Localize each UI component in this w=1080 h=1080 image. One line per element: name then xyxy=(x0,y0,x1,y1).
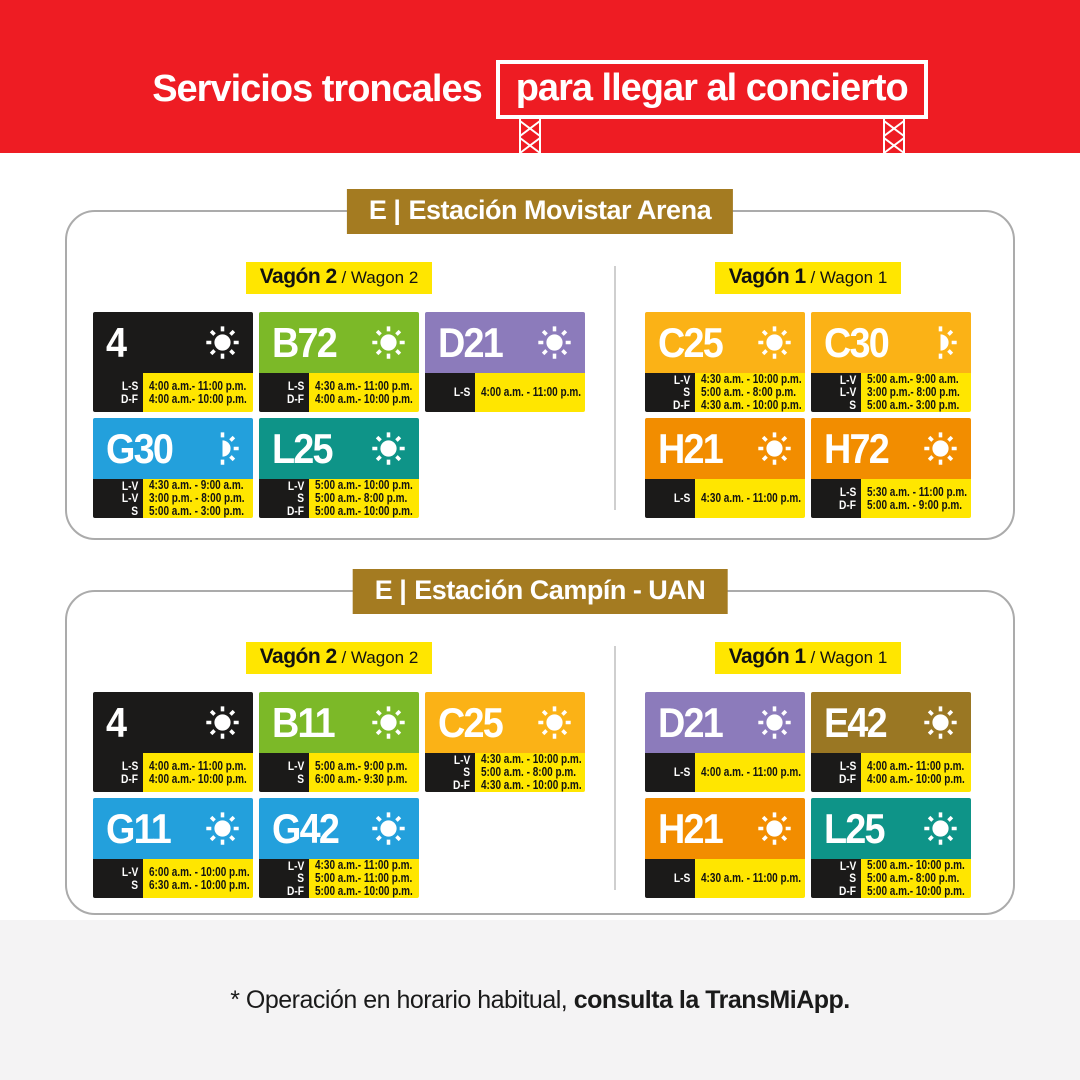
sun-icon xyxy=(370,704,407,741)
route-card-G30 xyxy=(93,418,253,518)
sun-icon xyxy=(204,704,241,741)
route-schedule xyxy=(259,859,419,898)
route-code: C25 xyxy=(438,698,502,746)
schedule-time: 6:00 a.m. - 10:00 p.m. xyxy=(149,864,250,879)
schedule-times xyxy=(861,753,971,792)
half-sun-icon xyxy=(922,324,959,361)
route-code: C25 xyxy=(658,318,722,366)
route-schedule xyxy=(93,373,253,412)
schedule-times xyxy=(861,859,971,898)
route-cards xyxy=(93,692,585,898)
route-code: H72 xyxy=(824,424,888,472)
schedule-time: 5:00 a.m.- 8:00 p.m. xyxy=(315,491,408,505)
route-card-4 xyxy=(93,692,253,792)
route-card-L25 xyxy=(259,418,419,518)
footer-band xyxy=(0,920,1080,1080)
schedule-time: 4:30 a.m. - 10:00 p.m. xyxy=(481,778,582,792)
schedule-day-label: S xyxy=(297,491,304,506)
route-card-C25 xyxy=(425,692,585,792)
route-cards xyxy=(645,692,971,898)
sun-icon xyxy=(204,810,241,847)
route-schedule xyxy=(259,479,419,518)
schedule-times xyxy=(309,373,419,412)
route-schedule xyxy=(645,753,805,792)
sun-icon xyxy=(536,324,573,361)
header-banner xyxy=(0,0,1080,153)
schedule-times xyxy=(143,753,253,792)
half-sun-icon xyxy=(204,430,241,467)
route-code: L25 xyxy=(272,424,332,472)
schedule-time: 5:00 a.m.- 10:00 p.m. xyxy=(315,478,413,492)
route-schedule xyxy=(811,373,971,412)
schedule-day-label: L-V xyxy=(121,478,138,493)
sun-icon xyxy=(756,430,793,467)
route-band xyxy=(93,692,253,753)
schedule-day-label: L-V xyxy=(121,491,138,506)
schedule-day-label: L-V xyxy=(673,372,690,387)
wagon-label xyxy=(246,262,433,294)
route-card-H72 xyxy=(811,418,971,518)
schedule-time: 5:00 a.m.- 9:00 a.m. xyxy=(867,372,959,386)
route-card-B11 xyxy=(259,692,419,792)
schedule-time: 4:30 a.m. - 10:00 p.m. xyxy=(481,752,582,766)
route-cards xyxy=(645,312,971,518)
schedule-day-label: L-V xyxy=(287,858,304,873)
schedule-days xyxy=(93,373,143,412)
schedule-time: 4:30 a.m. - 11:00 p.m. xyxy=(701,871,802,885)
schedule-day-label: S xyxy=(683,385,690,400)
route-card-B72 xyxy=(259,312,419,412)
station-name: Estación Campín - UAN xyxy=(414,575,706,605)
route-code: C30 xyxy=(824,318,888,366)
schedule-day-label: D-F xyxy=(839,883,856,898)
route-schedule xyxy=(93,859,253,898)
route-band xyxy=(93,312,253,373)
station-body xyxy=(67,212,1013,518)
column-divider xyxy=(614,646,616,890)
column-divider xyxy=(614,266,616,510)
sun-icon xyxy=(922,704,959,741)
station-card-campin-uan xyxy=(65,575,1015,915)
schedule-day-label: L-S xyxy=(673,491,690,506)
schedule-time: 5:00 a.m.- 9:00 p.m. xyxy=(315,758,408,773)
route-card-C25 xyxy=(645,312,805,412)
route-band xyxy=(645,418,805,479)
schedule-day-label: D-F xyxy=(121,391,138,406)
schedule-day-label: D-F xyxy=(839,771,856,786)
sun-icon xyxy=(922,430,959,467)
wagon-label-es: Vagón 2 xyxy=(259,265,337,288)
schedule-time: 5:00 a.m. - 3:00 p.m. xyxy=(149,504,245,518)
schedule-days xyxy=(93,753,143,792)
schedule-days xyxy=(259,753,309,792)
schedule-time: 3:00 p.m. - 8:00 p.m. xyxy=(149,491,245,505)
schedule-times xyxy=(695,373,805,412)
schedule-days xyxy=(811,373,861,412)
route-schedule xyxy=(645,373,805,412)
schedule-day-label: L-S xyxy=(673,765,690,780)
schedule-times xyxy=(143,373,253,412)
route-schedule xyxy=(93,753,253,792)
schedule-time: 3:00 p.m.- 8:00 p.m. xyxy=(867,385,960,399)
route-schedule xyxy=(259,753,419,792)
wagon-label-en: / Wagon 2 xyxy=(336,268,419,287)
sun-icon xyxy=(756,324,793,361)
footnote-normal: * Operación en horario habitual, xyxy=(230,985,574,1014)
route-schedule xyxy=(425,373,585,412)
schedule-days xyxy=(645,859,695,898)
route-card-D21 xyxy=(645,692,805,792)
sun-icon xyxy=(370,810,407,847)
route-schedule xyxy=(259,373,419,412)
schedule-time: 5:00 a.m.- 10:00 p.m. xyxy=(867,884,965,898)
schedule-times xyxy=(475,753,585,792)
sun-icon xyxy=(922,810,959,847)
schedule-day-label: D-F xyxy=(287,391,304,406)
schedule-day-label: S xyxy=(131,503,138,518)
route-band xyxy=(811,312,971,373)
route-band xyxy=(259,798,419,859)
schedule-day-label: L-S xyxy=(453,385,470,400)
schedule-day-label: L-V xyxy=(839,858,856,873)
route-schedule xyxy=(811,479,971,518)
title-plain: Servicios troncales xyxy=(152,68,482,110)
schedule-days xyxy=(811,859,861,898)
route-band xyxy=(259,418,419,479)
schedule-day-label: S xyxy=(297,771,304,786)
route-schedule xyxy=(645,479,805,518)
schedule-day-label: L-V xyxy=(839,385,856,400)
schedule-time: 6:30 a.m. - 10:00 p.m. xyxy=(149,877,250,892)
schedule-day-label: L-V xyxy=(121,865,138,880)
wagon-label xyxy=(715,262,902,294)
route-band xyxy=(811,692,971,753)
schedule-time: 5:00 a.m.- 10:00 p.m. xyxy=(315,504,413,518)
route-band xyxy=(93,418,253,479)
title-boxed: para llegar al concierto xyxy=(496,60,928,119)
schedule-day-label: L-V xyxy=(453,752,470,767)
stations-area xyxy=(0,153,1080,915)
route-card-G42 xyxy=(259,798,419,898)
sun-icon xyxy=(204,324,241,361)
schedule-day-label: D-F xyxy=(839,497,856,512)
wagon-label-es: Vagón 1 xyxy=(728,265,806,288)
schedule-times xyxy=(695,753,805,792)
schedule-time: 4:00 a.m.- 10:00 p.m. xyxy=(149,391,247,406)
route-code: 4 xyxy=(106,318,126,366)
schedule-time: 4:00 a.m.- 10:00 p.m. xyxy=(149,771,247,786)
schedule-time: 5:30 a.m. - 11:00 p.m. xyxy=(867,484,968,499)
wagon-label xyxy=(715,642,902,674)
route-schedule xyxy=(425,753,585,792)
route-code: B72 xyxy=(272,318,336,366)
sun-icon xyxy=(536,704,573,741)
route-code: G42 xyxy=(272,804,339,852)
station-card-movistar-arena xyxy=(65,195,1015,540)
wagon-column-1 xyxy=(645,262,971,518)
sun-icon xyxy=(756,704,793,741)
route-card-E42 xyxy=(811,692,971,792)
station-header xyxy=(353,569,728,614)
schedule-day-label: S xyxy=(131,877,138,892)
schedule-times xyxy=(695,479,805,518)
schedule-day-label: S xyxy=(297,871,304,886)
schedule-days xyxy=(425,373,475,412)
schedule-time: 4:00 a.m. - 11:00 p.m. xyxy=(481,385,582,399)
schedule-time: 6:00 a.m.- 9:30 p.m. xyxy=(315,771,408,786)
schedule-day-label: L-S xyxy=(673,871,690,886)
schedule-days xyxy=(259,859,309,898)
schedule-time: 4:00 a.m.- 10:00 p.m. xyxy=(867,771,965,786)
schedule-time: 5:00 a.m.- 10:00 p.m. xyxy=(315,884,413,898)
station-prefix: E | xyxy=(374,575,407,605)
station-prefix: E | xyxy=(368,195,401,225)
schedule-day-label: L-V xyxy=(839,372,856,387)
schedule-day-label: L-S xyxy=(121,759,138,774)
schedule-time: 4:30 a.m.- 11:00 p.m. xyxy=(315,378,413,393)
route-band xyxy=(259,312,419,373)
schedule-day-label: S xyxy=(849,397,856,412)
wagon-label xyxy=(246,642,433,674)
schedule-times xyxy=(309,753,419,792)
route-code: H21 xyxy=(658,424,722,472)
route-card-C30 xyxy=(811,312,971,412)
schedule-days xyxy=(93,859,143,898)
schedule-times xyxy=(695,859,805,898)
route-band xyxy=(645,312,805,373)
schedule-time: 4:30 a.m. - 9:00 a.m. xyxy=(149,478,244,492)
route-schedule xyxy=(811,859,971,898)
route-schedule xyxy=(645,859,805,898)
schedule-times xyxy=(861,479,971,518)
schedule-days xyxy=(645,373,695,412)
schedule-day-label: D-F xyxy=(121,771,138,786)
footnote-bold: consulta la TransMiApp. xyxy=(573,985,850,1014)
schedule-times xyxy=(475,373,585,412)
sun-icon xyxy=(756,810,793,847)
schedule-day-label: L-S xyxy=(839,485,856,500)
route-band xyxy=(93,798,253,859)
route-band xyxy=(425,692,585,753)
wagon-label-es: Vagón 1 xyxy=(728,645,806,668)
route-code: L25 xyxy=(824,804,884,852)
schedule-times xyxy=(861,373,971,412)
schedule-time: 5:00 a.m.- 8:00 p.m. xyxy=(867,871,960,885)
schedule-day-label: L-V xyxy=(287,759,304,774)
scaffold-leg-icon xyxy=(882,119,906,155)
route-band xyxy=(425,312,585,373)
schedule-time: 4:00 a.m.- 11:00 p.m. xyxy=(867,758,965,773)
schedule-time: 5:00 a.m.- 11:00 p.m. xyxy=(315,871,413,885)
wagon-column-2 xyxy=(93,642,585,898)
schedule-time: 4:30 a.m. - 11:00 p.m. xyxy=(701,491,802,505)
schedule-times xyxy=(309,859,419,898)
route-band xyxy=(645,798,805,859)
schedule-time: 5:00 a.m. - 9:00 p.m. xyxy=(867,497,963,512)
scaffold-leg-icon xyxy=(518,119,542,155)
schedule-day-label: L-S xyxy=(121,379,138,394)
schedule-days xyxy=(645,753,695,792)
wagon-column-1 xyxy=(645,642,971,898)
schedule-times xyxy=(143,859,253,898)
route-card-D21 xyxy=(425,312,585,412)
schedule-time: 5:00 a.m.- 3:00 p.m. xyxy=(867,398,960,412)
schedule-time: 4:30 a.m. - 10:00 p.m. xyxy=(701,398,802,412)
route-card-L25 xyxy=(811,798,971,898)
schedule-time: 5:00 a.m.- 10:00 p.m. xyxy=(867,858,965,872)
schedule-time: 4:30 a.m. - 10:00 p.m. xyxy=(701,372,802,386)
schedule-day-label: D-F xyxy=(673,397,690,412)
route-cards xyxy=(93,312,585,518)
schedule-day-label: L-S xyxy=(287,379,304,394)
schedule-days xyxy=(645,479,695,518)
wagon-label-en: / Wagon 2 xyxy=(336,648,419,667)
title-boxed-sign xyxy=(496,60,928,119)
sun-icon xyxy=(370,430,407,467)
schedule-time: 5:00 a.m. - 8:00 p.m. xyxy=(701,385,797,399)
schedule-times xyxy=(309,479,419,518)
schedule-time: 4:00 a.m.- 10:00 p.m. xyxy=(315,391,413,406)
route-code: D21 xyxy=(658,698,722,746)
station-body xyxy=(67,592,1013,898)
route-band xyxy=(259,692,419,753)
schedule-days xyxy=(811,753,861,792)
schedule-days xyxy=(259,373,309,412)
schedule-time: 4:00 a.m.- 11:00 p.m. xyxy=(149,378,247,393)
route-code: D21 xyxy=(438,318,502,366)
schedule-days xyxy=(811,479,861,518)
route-code: H21 xyxy=(658,804,722,852)
schedule-day-label: L-S xyxy=(839,759,856,774)
schedule-day-label: L-V xyxy=(287,478,304,493)
route-card-4 xyxy=(93,312,253,412)
route-schedule xyxy=(811,753,971,792)
schedule-days xyxy=(259,479,309,518)
schedule-time: 4:00 a.m.- 11:00 p.m. xyxy=(149,758,247,773)
schedule-day-label: D-F xyxy=(287,503,304,518)
route-band xyxy=(645,692,805,753)
route-code: G30 xyxy=(106,424,173,472)
route-card-H21 xyxy=(645,418,805,518)
station-name: Estación Movistar Arena xyxy=(408,195,712,225)
schedule-day-label: S xyxy=(463,765,470,780)
route-code: G11 xyxy=(106,804,170,852)
footnote xyxy=(230,986,850,1015)
schedule-time: 4:30 a.m.- 11:00 p.m. xyxy=(315,858,413,872)
route-card-G11 xyxy=(93,798,253,898)
schedule-days xyxy=(93,479,143,518)
route-code: B11 xyxy=(272,698,334,746)
wagon-column-2 xyxy=(93,262,585,518)
page-title xyxy=(0,60,1080,119)
route-code: 4 xyxy=(106,698,126,746)
schedule-day-label: D-F xyxy=(453,777,470,792)
schedule-day-label: S xyxy=(849,871,856,886)
schedule-time: 5:00 a.m. - 8:00 p.m. xyxy=(481,765,577,779)
route-schedule xyxy=(93,479,253,518)
wagon-label-es: Vagón 2 xyxy=(259,645,337,668)
route-band xyxy=(811,418,971,479)
route-band xyxy=(811,798,971,859)
sun-icon xyxy=(370,324,407,361)
schedule-days xyxy=(425,753,475,792)
route-card-H21 xyxy=(645,798,805,898)
schedule-times xyxy=(143,479,253,518)
wagon-label-en: / Wagon 1 xyxy=(805,648,888,667)
station-header xyxy=(347,189,733,234)
schedule-day-label: D-F xyxy=(287,883,304,898)
route-code: E42 xyxy=(824,698,886,746)
wagon-label-en: / Wagon 1 xyxy=(805,268,888,287)
schedule-time: 4:00 a.m. - 11:00 p.m. xyxy=(701,765,802,779)
